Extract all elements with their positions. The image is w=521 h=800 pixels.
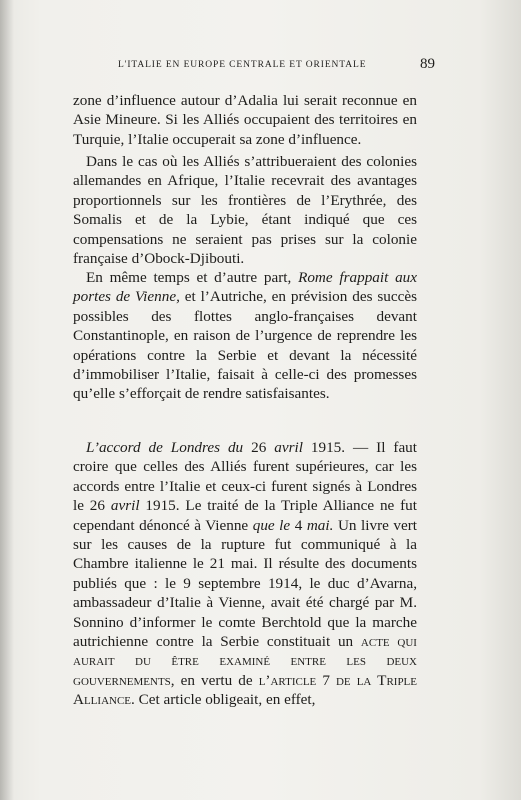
p4-t7: . Cet article obligeait, en effet, xyxy=(131,691,316,709)
p4-t6: 7 xyxy=(316,671,336,689)
p4-t2-em: que le xyxy=(252,516,291,534)
p4-t2: 1915. Le traité de la Triple Alliance ne fut cependant dénoncé à Vienne xyxy=(73,497,417,534)
p4-t1: — Il faut croire que celles des Alliés furent supérieures, car les accords entre l’Italie et ceux-ci furent signés à Londres le 26 xyxy=(73,439,417,515)
running-head: L'ITALIE EN EUROPE CENTRALE ET ORIENTALE xyxy=(118,60,367,70)
paragraph-2-text: Dans le cas où les Alliés s’attribueraient des colonies allemandes en Afrique, l’Italie recevrait des avantages proportionnels sur les frontières de l’Erythrée, des Somalis et de la Lybie, étant indiqué que ces compensations ne seraient pas prises sur la colonie française d’Obock-Djibouti. xyxy=(73,153,417,268)
p4-t1-em: avril xyxy=(110,497,140,515)
p4-smallcaps-2: l’article xyxy=(258,671,317,689)
paragraph-3-text xyxy=(73,268,417,404)
section-heading-a: L’accord de Londres du xyxy=(86,439,244,456)
p3-emphasis: Rome frappait aux portes de Vienne, xyxy=(73,269,417,306)
p3-lead: En même temps et d’autre part, xyxy=(86,269,299,286)
section-heading-c: avril xyxy=(274,439,303,456)
page-number: 89 xyxy=(420,56,435,72)
section-heading-b: 26 xyxy=(243,439,275,456)
p4-t3: 4 xyxy=(290,516,307,534)
paragraph-4 xyxy=(73,438,417,710)
p4-smallcaps-3: de la Triple Alliance xyxy=(73,671,417,709)
paragraph-1 xyxy=(73,91,417,149)
paragraph-4-text xyxy=(73,438,417,710)
paragraph-3 xyxy=(73,268,417,404)
p4-t4: Un livre vert sur les causes de la rupture fut communiqué à la Chambre italienne le 21 mai. Il résulte des documents publiés que : le 9 septembre 1914, le duc d’Avarna, ambassadeur d’Italie à Vienne, avait été chargé par M. Sonnino d’informer le comte Berchtold que la marche autrichienne contre la Serbie constituait un xyxy=(73,516,418,651)
p4-t5: , en vertu de xyxy=(170,671,259,689)
section-heading-d: 1915. xyxy=(302,439,346,456)
paragraph-1-text: zone d’influence autour d’Adalia lui serait reconnue en Asie Mineure. Si les Alliés occupaient des territoires en Turquie, l’Italie occuperait sa zone d’influence. xyxy=(73,92,417,148)
p4-smallcaps-1: acte qui aurait du être examiné entre les deux gouvernements xyxy=(73,633,417,689)
paragraph-2 xyxy=(73,152,417,268)
p4-t3-em: mai. xyxy=(306,516,334,534)
p3-rest: et l’Autriche, en prévision des succès possibles des flottes anglo-françaises devant Constantinople, en raison de l’urgence de reprendre les opérations contre la Serbie et devant la nécessité d’immobiliser l’Italie, faisait à celle-ci des promesses qu’elle s’efforçait de rendre satisfaisantes. xyxy=(73,288,417,403)
